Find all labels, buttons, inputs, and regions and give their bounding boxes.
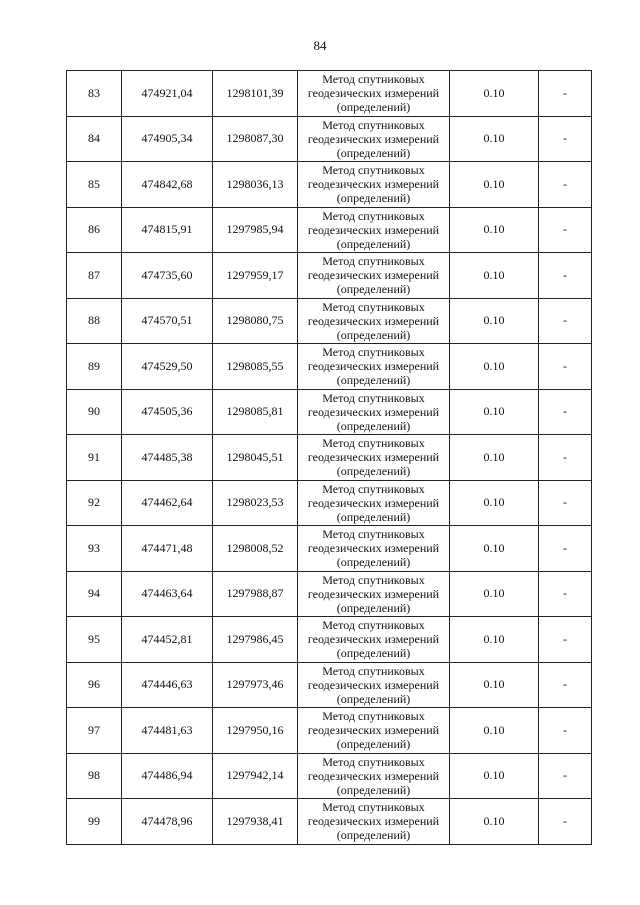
x-coordinate-cell: 474471,48 [122,526,213,572]
method-text: Метод спутниковых геодезических измерений (определений) [307,709,440,752]
note-cell: - [539,253,592,299]
note-cell: - [539,116,592,162]
method-text: Метод спутниковых геодезических измерений (определений) [307,481,440,524]
accuracy-cell: 0.10 [450,753,539,799]
y-coordinate-cell: 1297973,46 [213,662,298,708]
note-cell: - [539,753,592,799]
note-cell: - [539,617,592,663]
table-row [67,480,592,526]
point-number-cell: 83 [67,71,122,117]
method-text: Метод спутниковых геодезических измерений (определений) [307,800,440,843]
x-coordinate-cell: 474452,81 [122,617,213,663]
y-coordinate-cell: 1297985,94 [213,207,298,253]
point-number-cell: 92 [67,480,122,526]
y-coordinate-cell: 1298008,52 [213,526,298,572]
note-cell: - [539,298,592,344]
method-text: Метод спутниковых геодезических измерений (определений) [307,345,440,388]
table-row [67,435,592,481]
accuracy-cell: 0.10 [450,571,539,617]
point-number-cell: 87 [67,253,122,299]
y-coordinate-cell: 1298101,39 [213,71,298,117]
method-cell [298,435,450,481]
method-text: Метод спутниковых геодезических измерений (определений) [307,72,440,115]
point-number-cell: 90 [67,389,122,435]
note-cell: - [539,162,592,208]
method-cell [298,571,450,617]
point-number-cell: 98 [67,753,122,799]
method-text: Метод спутниковых геодезических измерений (определений) [307,572,440,615]
point-number-cell: 86 [67,207,122,253]
accuracy-cell: 0.10 [450,344,539,390]
point-number-cell: 99 [67,799,122,845]
method-cell [298,298,450,344]
table-row [67,207,592,253]
y-coordinate-cell: 1298045,51 [213,435,298,481]
method-cell [298,662,450,708]
y-coordinate-cell: 1298085,55 [213,344,298,390]
method-text: Метод спутниковых геодезических измерений (определений) [307,618,440,661]
point-number-cell: 94 [67,571,122,617]
x-coordinate-cell: 474505,36 [122,389,213,435]
method-cell [298,253,450,299]
x-coordinate-cell: 474478,96 [122,799,213,845]
table-row [67,71,592,117]
x-coordinate-cell: 474905,34 [122,116,213,162]
page-number: 84 [313,38,327,53]
note-cell: - [539,435,592,481]
x-coordinate-cell: 474485,38 [122,435,213,481]
table-row [67,708,592,754]
method-cell [298,526,450,572]
note-cell: - [539,526,592,572]
point-number-cell: 96 [67,662,122,708]
x-coordinate-cell: 474463,64 [122,571,213,617]
note-cell: - [539,708,592,754]
accuracy-cell: 0.10 [450,71,539,117]
note-cell: - [539,799,592,845]
accuracy-cell: 0.10 [450,435,539,481]
y-coordinate-cell: 1298087,30 [213,116,298,162]
coordinates-table [66,70,592,845]
accuracy-cell: 0.10 [450,480,539,526]
method-text: Метод спутниковых геодезических измерений (определений) [307,163,440,206]
point-number-cell: 84 [67,116,122,162]
x-coordinate-cell: 474486,94 [122,753,213,799]
point-number-cell: 85 [67,162,122,208]
table-row [67,526,592,572]
x-coordinate-cell: 474570,51 [122,298,213,344]
y-coordinate-cell: 1298036,13 [213,162,298,208]
table-row [67,116,592,162]
accuracy-cell: 0.10 [450,389,539,435]
accuracy-cell: 0.10 [450,298,539,344]
note-cell: - [539,480,592,526]
x-coordinate-cell: 474529,50 [122,344,213,390]
method-cell [298,162,450,208]
method-cell [298,799,450,845]
method-text: Метод спутниковых геодезических измерений (определений) [307,254,440,297]
x-coordinate-cell: 474446,63 [122,662,213,708]
table-row [67,571,592,617]
method-text: Метод спутниковых геодезических измерений (определений) [307,754,440,797]
y-coordinate-cell: 1297959,17 [213,253,298,299]
method-cell [298,617,450,663]
point-number-cell: 89 [67,344,122,390]
note-cell: - [539,207,592,253]
accuracy-cell: 0.10 [450,253,539,299]
method-text: Метод спутниковых геодезических измерений (определений) [307,299,440,342]
y-coordinate-cell: 1297942,14 [213,753,298,799]
y-coordinate-cell: 1298023,53 [213,480,298,526]
accuracy-cell: 0.10 [450,799,539,845]
note-cell: - [539,344,592,390]
method-cell [298,753,450,799]
method-cell [298,344,450,390]
note-cell: - [539,389,592,435]
note-cell: - [539,662,592,708]
x-coordinate-cell: 474735,60 [122,253,213,299]
table-row [67,162,592,208]
x-coordinate-cell: 474462,64 [122,480,213,526]
y-coordinate-cell: 1297938,41 [213,799,298,845]
point-number-cell: 88 [67,298,122,344]
method-text: Метод спутниковых геодезических измерений (определений) [307,390,440,433]
accuracy-cell: 0.10 [450,708,539,754]
coordinates-table-body [67,71,592,845]
method-cell [298,207,450,253]
y-coordinate-cell: 1298080,75 [213,298,298,344]
y-coordinate-cell: 1297950,16 [213,708,298,754]
x-coordinate-cell: 474815,91 [122,207,213,253]
x-coordinate-cell: 474842,68 [122,162,213,208]
note-cell: - [539,571,592,617]
note-cell: - [539,71,592,117]
y-coordinate-cell: 1297988,87 [213,571,298,617]
point-number-cell: 93 [67,526,122,572]
method-cell [298,708,450,754]
x-coordinate-cell: 474481,63 [122,708,213,754]
method-text: Метод спутниковых геодезических измерений (определений) [307,117,440,160]
table-row [67,662,592,708]
method-cell [298,389,450,435]
y-coordinate-cell: 1297986,45 [213,617,298,663]
method-text: Метод спутниковых геодезических измерений (определений) [307,436,440,479]
accuracy-cell: 0.10 [450,662,539,708]
point-number-cell: 91 [67,435,122,481]
accuracy-cell: 0.10 [450,207,539,253]
point-number-cell: 95 [67,617,122,663]
accuracy-cell: 0.10 [450,617,539,663]
method-text: Метод спутниковых геодезических измерений (определений) [307,527,440,570]
accuracy-cell: 0.10 [450,116,539,162]
method-text: Метод спутниковых геодезических измерений (определений) [307,208,440,251]
method-cell [298,480,450,526]
y-coordinate-cell: 1298085,81 [213,389,298,435]
method-cell [298,116,450,162]
table-row [67,799,592,845]
table-row [67,389,592,435]
method-text: Метод спутниковых геодезических измерений (определений) [307,663,440,706]
table-row [67,753,592,799]
table-row [67,253,592,299]
table-row [67,344,592,390]
accuracy-cell: 0.10 [450,526,539,572]
table-row [67,298,592,344]
table-row [67,617,592,663]
point-number-cell: 97 [67,708,122,754]
method-cell [298,71,450,117]
accuracy-cell: 0.10 [450,162,539,208]
x-coordinate-cell: 474921,04 [122,71,213,117]
